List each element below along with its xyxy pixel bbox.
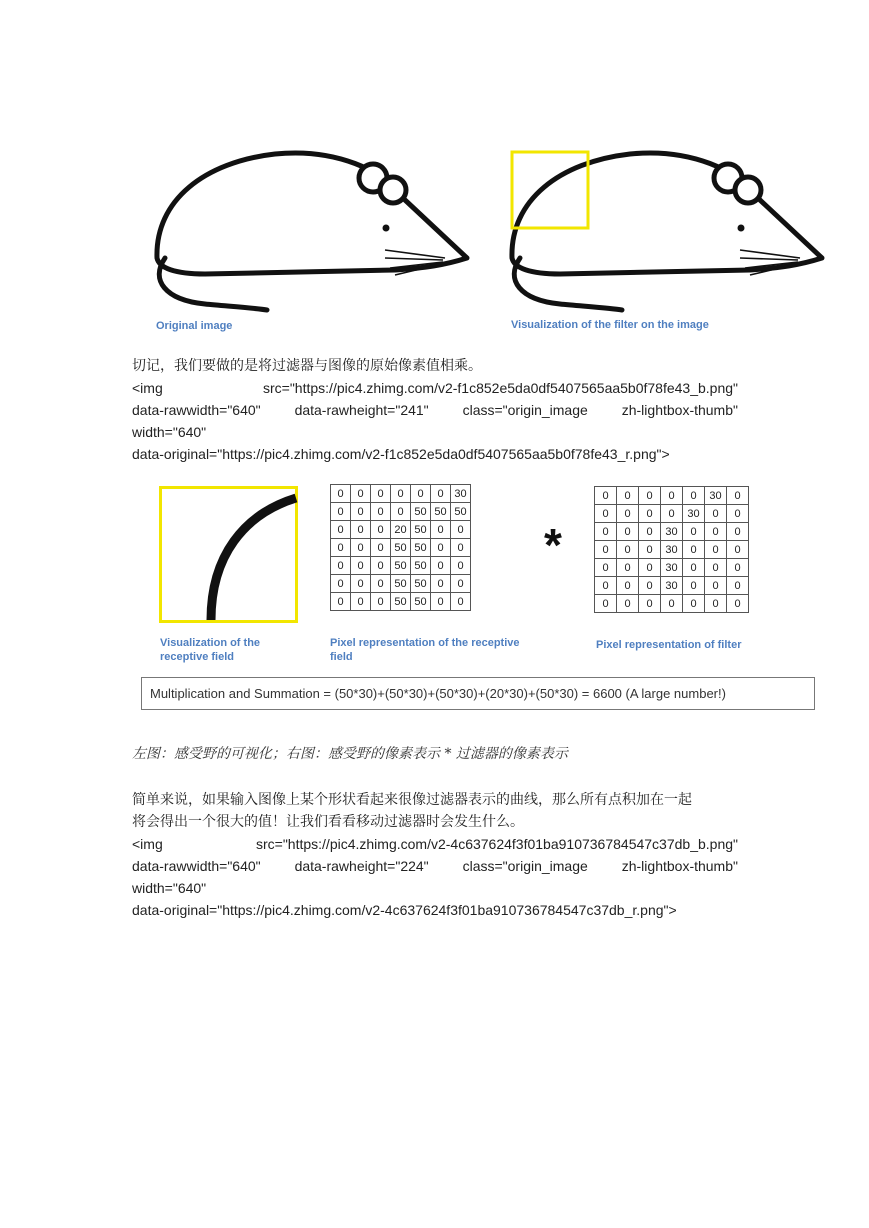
receptive-grid-cell: 50 (391, 593, 411, 611)
receptive-grid-cell: 0 (431, 575, 451, 593)
paragraph-dot-product-line2: 将会得出一个很大的值！让我们看看移动过滤器时会发生什么。 (132, 814, 524, 830)
caption-original-image: Original image (156, 320, 233, 332)
receptive-grid-cell: 0 (431, 539, 451, 557)
filter-grid-cell: 0 (617, 577, 639, 595)
receptive-grid-cell: 0 (351, 485, 371, 503)
receptive-grid-cell: 50 (391, 539, 411, 557)
receptive-grid-cell: 0 (451, 557, 471, 575)
receptive-grid-cell: 0 (371, 485, 391, 503)
filter-grid-row (595, 505, 749, 523)
filter-grid-cell: 0 (639, 541, 661, 559)
receptive-grid-cell: 0 (371, 539, 391, 557)
receptive-grid-cell: 0 (451, 575, 471, 593)
filter-grid-row (595, 487, 749, 505)
filter-grid-cell: 0 (661, 595, 683, 613)
receptive-grid-cell: 0 (331, 521, 351, 539)
filter-grid-cell: 0 (617, 487, 639, 505)
filter-grid-cell: 0 (683, 559, 705, 577)
filter-grid-cell: 0 (595, 559, 617, 577)
caption-receptive-field (160, 636, 260, 664)
caption-pixel-representation (330, 636, 520, 664)
filter-pixel-grid (594, 486, 749, 613)
filter-grid-cell: 0 (727, 523, 749, 541)
figure-caption: 左图：感受野的可视化；右图：感受野的像素表示 * 过滤器的像素表示 (132, 746, 568, 762)
filter-grid-cell: 0 (595, 487, 617, 505)
receptive-grid-cell: 0 (371, 593, 391, 611)
img-tag2-open: <img (132, 836, 163, 852)
formula-box (141, 677, 815, 710)
img-tag2-rawwidth: data-rawwidth="640" (132, 858, 261, 874)
filter-grid-cell: 0 (639, 523, 661, 541)
receptive-grid-row (331, 557, 471, 575)
filter-grid-cell: 0 (639, 595, 661, 613)
receptive-grid-cell: 0 (331, 485, 351, 503)
img-tag2-class: class="origin_image (462, 858, 588, 874)
receptive-grid-row (331, 503, 471, 521)
filter-grid-cell: 0 (705, 595, 727, 613)
filter-grid-cell: 0 (705, 523, 727, 541)
receptive-field-pixel-grid (330, 484, 471, 611)
receptive-grid-row (331, 521, 471, 539)
receptive-grid-cell: 0 (351, 539, 371, 557)
multiply-operator: * (544, 519, 562, 571)
filter-grid-row (595, 577, 749, 595)
img-tag1-rawheight: data-rawheight="241" (294, 402, 429, 418)
receptive-grid-cell: 0 (331, 557, 351, 575)
filter-grid-cell: 0 (595, 577, 617, 595)
receptive-grid-row (331, 575, 471, 593)
filter-grid-cell: 0 (705, 541, 727, 559)
filter-grid-cell: 0 (661, 505, 683, 523)
filter-grid-cell: 0 (683, 577, 705, 595)
receptive-grid-cell: 0 (451, 521, 471, 539)
receptive-grid-cell: 0 (351, 557, 371, 575)
receptive-grid-cell: 0 (411, 485, 431, 503)
receptive-grid-cell: 50 (411, 521, 431, 539)
filter-grid-cell: 0 (595, 523, 617, 541)
receptive-grid-cell: 0 (391, 503, 411, 521)
img-tag2-rawheight: data-rawheight="224" (294, 858, 429, 874)
receptive-grid-cell: 50 (411, 539, 431, 557)
caption-pixel-line1: Pixel representation of the receptive (330, 637, 520, 649)
receptive-grid-cell: 50 (391, 557, 411, 575)
filter-grid-cell: 0 (595, 505, 617, 523)
receptive-grid-cell: 0 (391, 485, 411, 503)
caption-filter-on-image: Visualization of the filter on the image (511, 319, 709, 331)
receptive-grid-cell: 0 (351, 521, 371, 539)
img-tag-text-1 (132, 377, 738, 465)
receptive-grid-cell: 50 (411, 593, 431, 611)
receptive-grid-cell: 0 (371, 521, 391, 539)
caption-receptive-field-line1: Visualization of the (160, 637, 261, 649)
formula-text: Multiplication and Summation = (50*30)+(50*30)+(50*30)+(20*30)+(50*30) = 6600 (A large number!) (150, 686, 726, 701)
img-tag1-original: data-original="https://pic4.zhimg.com/v2-f1c852e5da0df5407565aa5b0f78fe43_r.png"> (132, 446, 670, 462)
filter-grid-cell: 0 (683, 595, 705, 613)
filter-grid-cell: 0 (683, 541, 705, 559)
mouse-original-image (145, 140, 475, 320)
img-tag1-open: <img (132, 380, 163, 396)
filter-grid-cell: 0 (727, 541, 749, 559)
filter-grid-cell: 30 (661, 541, 683, 559)
receptive-grid-cell: 0 (371, 557, 391, 575)
paragraph-multiply-note: 切记，我们要做的是将过滤器与图像的原始像素值相乘。 (132, 358, 482, 374)
filter-grid-cell: 0 (727, 559, 749, 577)
img-tag1-class: class="origin_image (462, 402, 588, 418)
img-tag2-width: width="640" (132, 880, 207, 896)
filter-grid-cell: 30 (705, 487, 727, 505)
receptive-grid-cell: 0 (351, 503, 371, 521)
receptive-grid-cell: 50 (411, 557, 431, 575)
filter-grid-cell: 0 (705, 577, 727, 595)
filter-grid-cell: 0 (727, 595, 749, 613)
filter-grid-cell: 0 (727, 505, 749, 523)
filter-grid-row (595, 595, 749, 613)
receptive-grid-cell: 0 (371, 503, 391, 521)
filter-grid-cell: 0 (639, 559, 661, 577)
receptive-grid-cell: 50 (451, 503, 471, 521)
filter-grid-row (595, 523, 749, 541)
receptive-grid-cell: 0 (431, 557, 451, 575)
caption-filter-representation: Pixel representation of filter (596, 639, 742, 651)
img-tag1-class2: zh-lightbox-thumb" (621, 402, 738, 418)
caption-receptive-field-line2: receptive field (160, 651, 234, 663)
filter-grid-cell: 0 (705, 559, 727, 577)
filter-grid-cell: 0 (639, 577, 661, 595)
filter-grid-cell: 30 (683, 505, 705, 523)
receptive-grid-row (331, 593, 471, 611)
receptive-grid-cell: 0 (431, 485, 451, 503)
receptive-grid-cell: 0 (431, 593, 451, 611)
receptive-grid-cell: 50 (411, 575, 431, 593)
receptive-grid-cell: 0 (331, 575, 351, 593)
filter-grid-row (595, 541, 749, 559)
receptive-grid-cell: 0 (351, 575, 371, 593)
img-tag2-src: src="https://pic4.zhimg.com/v2-4c637624f3f01ba910736784547c37db_b.png" (255, 836, 738, 852)
filter-grid-cell: 0 (727, 487, 749, 505)
filter-grid-cell: 30 (661, 523, 683, 541)
img-tag-text-2 (132, 833, 738, 921)
receptive-grid-cell: 50 (431, 503, 451, 521)
receptive-grid-cell: 0 (451, 539, 471, 557)
filter-grid-cell: 0 (705, 505, 727, 523)
filter-grid-cell: 0 (639, 505, 661, 523)
filter-grid-cell: 0 (595, 595, 617, 613)
filter-grid-cell: 0 (617, 505, 639, 523)
filter-grid-cell: 0 (639, 487, 661, 505)
caption-pixel-line2: field (330, 651, 353, 663)
img-tag1-src: src="https://pic4.zhimg.com/v2-f1c852e5da0df5407565aa5b0f78fe43_b.png" (263, 380, 738, 396)
receptive-grid-cell: 0 (331, 593, 351, 611)
receptive-grid-cell: 0 (371, 575, 391, 593)
receptive-field-visualization (159, 486, 299, 624)
receptive-grid-cell: 0 (451, 593, 471, 611)
filter-grid-cell: 0 (617, 559, 639, 577)
receptive-grid-cell: 0 (331, 539, 351, 557)
receptive-grid-row (331, 539, 471, 557)
receptive-grid-cell: 0 (331, 503, 351, 521)
img-tag2-original: data-original="https://pic4.zhimg.com/v2-4c637624f3f01ba910736784547c37db_r.png"> (132, 902, 677, 918)
img-tag1-width: width="640" (132, 424, 207, 440)
filter-grid-cell: 0 (617, 523, 639, 541)
img-tag2-class2: zh-lightbox-thumb" (621, 858, 738, 874)
filter-grid-cell: 0 (683, 523, 705, 541)
filter-grid-cell: 0 (617, 541, 639, 559)
filter-highlight-box (512, 152, 588, 228)
mouse-filter-image (500, 140, 830, 320)
receptive-grid-cell: 30 (451, 485, 471, 503)
receptive-grid-cell: 0 (351, 593, 371, 611)
paragraph-dot-product-line1: 简单来说，如果输入图像上某个形状看起来很像过滤器表示的曲线，那么所有点积加在一起 (132, 792, 692, 808)
receptive-grid-cell: 20 (391, 521, 411, 539)
receptive-grid-cell: 0 (431, 521, 451, 539)
paragraph-dot-product (132, 789, 692, 833)
filter-grid-cell: 30 (661, 559, 683, 577)
filter-grid-cell: 0 (595, 541, 617, 559)
filter-grid-cell: 0 (661, 487, 683, 505)
filter-grid-cell: 0 (727, 577, 749, 595)
img-tag1-rawwidth: data-rawwidth="640" (132, 402, 261, 418)
filter-grid-row (595, 559, 749, 577)
receptive-grid-cell: 50 (411, 503, 431, 521)
filter-grid-cell: 30 (661, 577, 683, 595)
filter-grid-cell: 0 (617, 595, 639, 613)
filter-grid-cell: 0 (683, 487, 705, 505)
receptive-grid-row (331, 485, 471, 503)
receptive-grid-cell: 50 (391, 575, 411, 593)
